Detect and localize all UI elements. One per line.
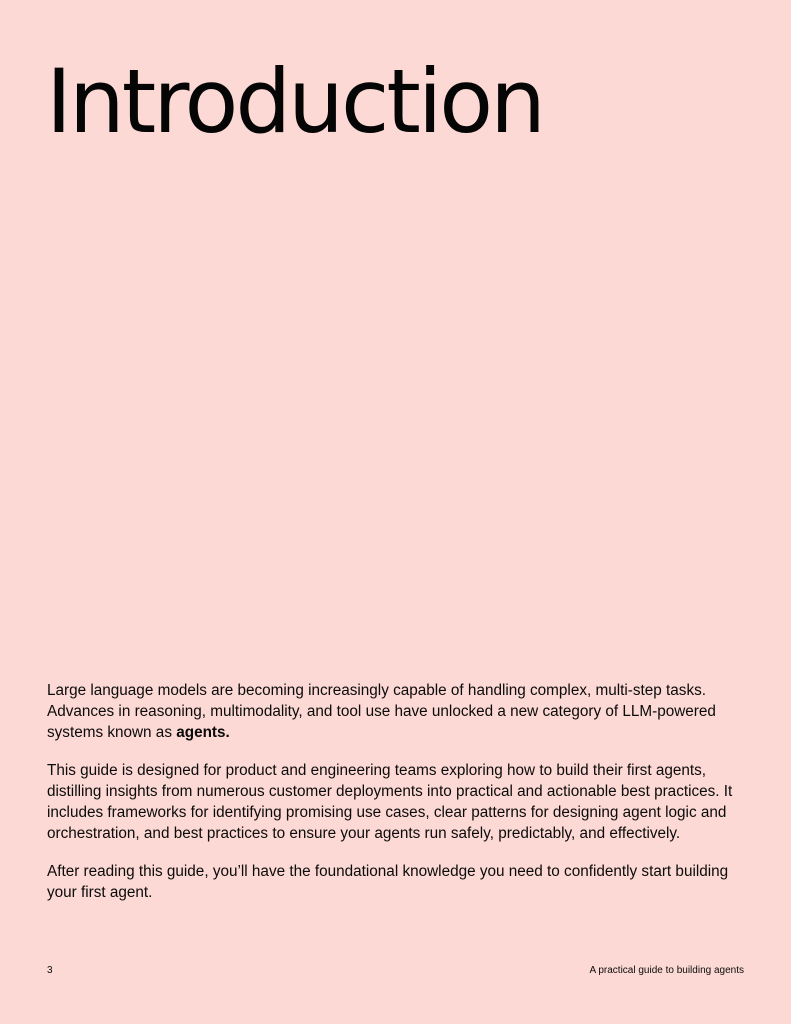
footer-doc-title: A practical guide to building agents bbox=[589, 965, 744, 976]
intro-paragraph-1-text: Large language models are becoming increasingly capable of handling complex, multi-step tasks. Advances in reasoning, multimodality, and tool use have unlocked a new category of LLM-powered systems known as bbox=[47, 682, 716, 741]
page-footer bbox=[47, 965, 744, 977]
page-number: 3 bbox=[47, 965, 53, 976]
intro-paragraph-2: This guide is designed for product and engineering teams exploring how to build their first agents, distilling insights from numerous customer deployments into practical and actionable best practices. It includes frameworks for identifying promising use cases, clear patterns for designing agent logic and orchestration, and best practices to ensure your agents run safely, predictably, and effectively. bbox=[47, 762, 733, 842]
intro-paragraph-1 bbox=[47, 680, 752, 743]
intro-body bbox=[47, 680, 752, 920]
page-title: Introduction bbox=[46, 50, 543, 153]
intro-paragraph-3: After reading this guide, you’ll have the foundational knowledge you need to confidently start building your first agent. bbox=[47, 863, 729, 901]
agents-emphasis: agents. bbox=[176, 724, 230, 741]
